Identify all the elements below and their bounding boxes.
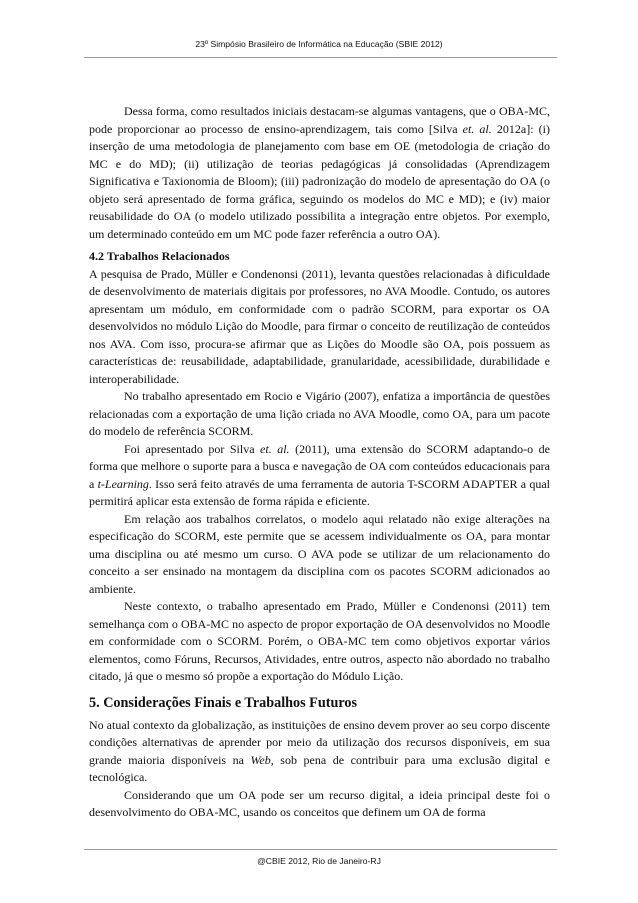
paragraph-contexto: Neste contexto, o trabalho apresentado em Prado, Müller e Condenonsi (2011) tem semelhança com o OBA-MC no aspecto de propor exportação de OA desenvolvidos no Moodle em conformidade com o SCORM. Porém, o OBA-MC tem como objetivos exportar vários elementos, como Fóruns, Recursos, Atividades, entre outros, aspecto não abordado no trabalho citado, já que o mesmo só propõe a exportação do Módulo Lição. (89, 599, 550, 683)
paragraph-prado: A pesquisa de Prado, Müller e Condenonsi (2011), levanta questões relacionadas à dificuldade de desenvolvimento de materiais digitais por professores, no AVA Moodle. Contudo, os autores apresentam um módulo, em conformidade com o padrão SCORM, para exportar os OA desenvolvidos no módulo Lição do Moodle, para firmar o conceito de reutilização de conteúdos nos AVA. Com isso, procura-se afirmar que as Lições do Moodle são OA, pois possuem as características de: reusabilidade, adaptabilidade, granularidade, acessibilidade, durabilidade e interoperabilidade. (89, 266, 550, 386)
header-rule (84, 57, 557, 58)
paragraph-considerando: Considerando que um OA pode ser um recurso digital, a ideia principal deste foi o desenvolvimento do OBA-MC, usando os conceitos que definem um OA de forma (89, 787, 550, 819)
paragraph-correlatos: Em relação aos trabalhos correlatos, o modelo aqui relatado não exige alterações na especificação do SCORM, este permite que se acessem individualmente os OA, para montar uma disciplina ou até mesmo um curso. O AVA pode se utilizar de um relacionamento do conceito a ser ensinado na montagem da disciplina com os pacotes SCORM adicionados ao ambiente. (89, 511, 550, 596)
paragraph-rocio: No trabalho apresentado em Rocio e Vigário (2007), enfatiza a importância de questões relacionadas com a exportação de uma lição criada no AVA Moodle, como OA, para um pacote do modelo de referência SCORM. (89, 389, 550, 438)
paragraph-globalizacao: No atual contexto da globalização, as instituições de ensino devem prover ao seu corpo discente condições alternativas de aprender por meio da utilização dos recursos disponíveis, em sua grande maioria disponíveis na Web, sob pena de contribuir para uma exclusão digital e tecnológica. (89, 717, 550, 784)
body-text (89, 103, 550, 822)
section-heading-5: 5. Considerações Finais e Trabalhos Futuros (89, 694, 358, 711)
paragraph-results: Dessa forma, como resultados iniciais destacam-se algumas vantagens, que o OBA-MC, pode proporcionar ao processo de ensino-aprendizagem, tais como [Silva et. al. 2012a]: (i) inserção de uma metodologia de planejamento com base em OE (metodologia de criação do MC e do MD); (ii) utilização de teorias pedagógicas já consolidadas (Aprendizagem Significativa e Taxionomia de Bloom); (iii) padronização do modelo de apresentação do OA (o objeto será apresentado de forma gráfica, seguindo os modelos do MC e MD); e (iv) maior reusabilidade do OA (o modelo utilizado possibilita a integração entre objetos. Por exemplo, um determinado conteúdo em um MC pode fazer referência a outro OA). (89, 104, 550, 241)
running-header: 23º Simpósio Brasileiro de Informática na Educação (SBIE 2012) (195, 39, 443, 49)
paragraph-silva: Foi apresentado por Silva et. al. (2011), uma extensão do SCORM adaptando-o de forma que melhore o suporte para a busca e navegação de OA com conteúdos educacionais para a t-Learning. Isso será feito através de uma ferramenta de autoria T-SCORM ADAPTER a qual permitirá aplicar esta extensão de forma rápida e eficiente. (89, 441, 551, 508)
running-footer: @CBIE 2012, Rio de Janeiro-RJ (257, 856, 381, 866)
section-heading-4-2: 4.2 Trabalhos Relacionados (89, 249, 230, 263)
footer-rule (84, 849, 557, 850)
